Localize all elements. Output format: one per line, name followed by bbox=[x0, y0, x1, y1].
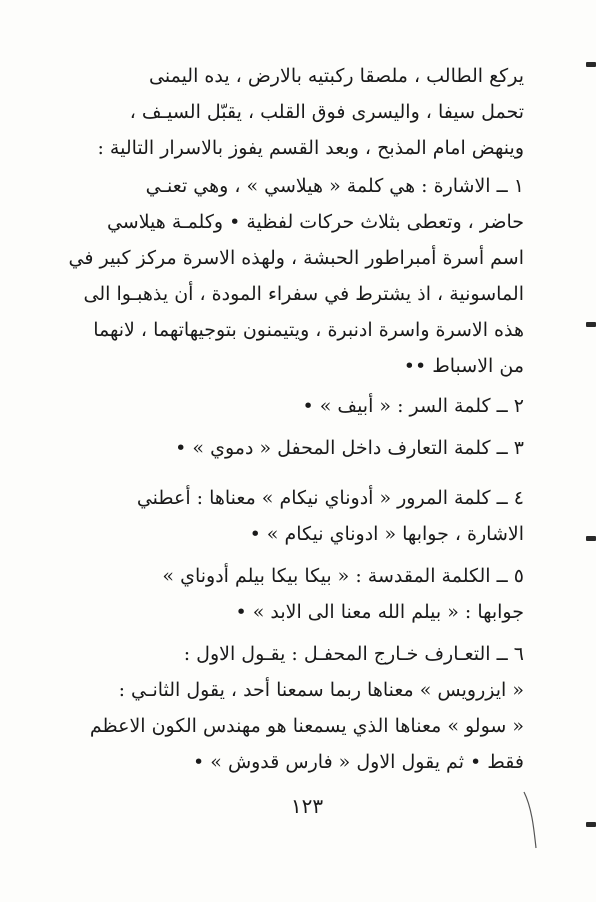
text-line: وينهض امام المذبح ، وبعد القسم يفوز بالاسرار التالية : bbox=[97, 137, 524, 159]
text-line: تحمل سيفا ، واليسرى فوق القلب ، يقبّل السيـف ، bbox=[129, 101, 524, 123]
text-line: هذه الاسرة واسرة ادنبرة ، ويتيمنون بتوجيهاتهما ، لانهما bbox=[93, 319, 524, 341]
text-line: ٣ ــ كلمة التعارف داخل المحفل « دموي » • bbox=[175, 437, 524, 459]
text-line: ٥ ــ الكلمة المقدسة : « بيكا بيكا بيلم أدوناي » bbox=[162, 565, 524, 587]
scan-edge-mark bbox=[586, 822, 596, 827]
paragraph-item-5 bbox=[60, 558, 524, 630]
scan-edge-mark bbox=[586, 536, 596, 541]
page-number: ١٢٣ bbox=[290, 794, 324, 818]
text-line: جوابها : « بيلم الله معنا الى الابد » • bbox=[235, 601, 524, 623]
text-line: من الاسباط •• bbox=[403, 355, 524, 377]
text-line: « سولو » معناها الذي يسمعنا هو مهندس الكون الاعظم bbox=[89, 715, 524, 737]
page-curl-mark bbox=[520, 790, 540, 850]
text-line: حاضر ، وتعطى بثلاث حركات لفظية • وكلمـة هيلاسي bbox=[106, 211, 524, 233]
text-line: ٢ ــ كلمة السر : « أبيف » • bbox=[302, 395, 524, 417]
text-line: فقط • ثم يقول الاول « فارس قدوش » • bbox=[193, 751, 524, 773]
text-line: ١ ــ الاشارة : هي كلمة « هيلاسي » ، وهي تعنـي bbox=[145, 175, 524, 197]
text-line: اسم أسرة أمبراطور الحبشة ، ولهذه الاسرة مركز كبير في bbox=[68, 247, 524, 269]
text-line: « ايزرويس » معناها ربما سمعنا أحد ، يقول الثانـي : bbox=[118, 679, 524, 701]
text-line: ٦ ــ التعـارف خـارج المحفـل : يقـول الاول : bbox=[183, 643, 524, 665]
paragraph-item-3 bbox=[60, 430, 524, 466]
paragraph-item-1 bbox=[60, 168, 524, 384]
paragraph-item-6 bbox=[60, 636, 524, 780]
scan-edge-mark bbox=[586, 322, 596, 327]
text-line: الاشارة ، جوابها « ادوناي نيكام » • bbox=[249, 523, 524, 545]
paragraph-item-2 bbox=[60, 388, 524, 424]
text-line: الماسونية ، اذ يشترط في سفراء المودة ، أن يذهبـوا الى bbox=[83, 283, 524, 305]
paragraph-item-4 bbox=[60, 480, 524, 552]
paragraph-initiation bbox=[60, 58, 524, 166]
text-line: ٤ ــ كلمة المرور « أدوناي نيكام » معناها : أعطني bbox=[136, 487, 524, 509]
scan-edge-mark bbox=[586, 62, 596, 67]
text-line: يركع الطالب ، ملصقا ركبتيه بالارض ، يده اليمنى bbox=[149, 65, 524, 87]
